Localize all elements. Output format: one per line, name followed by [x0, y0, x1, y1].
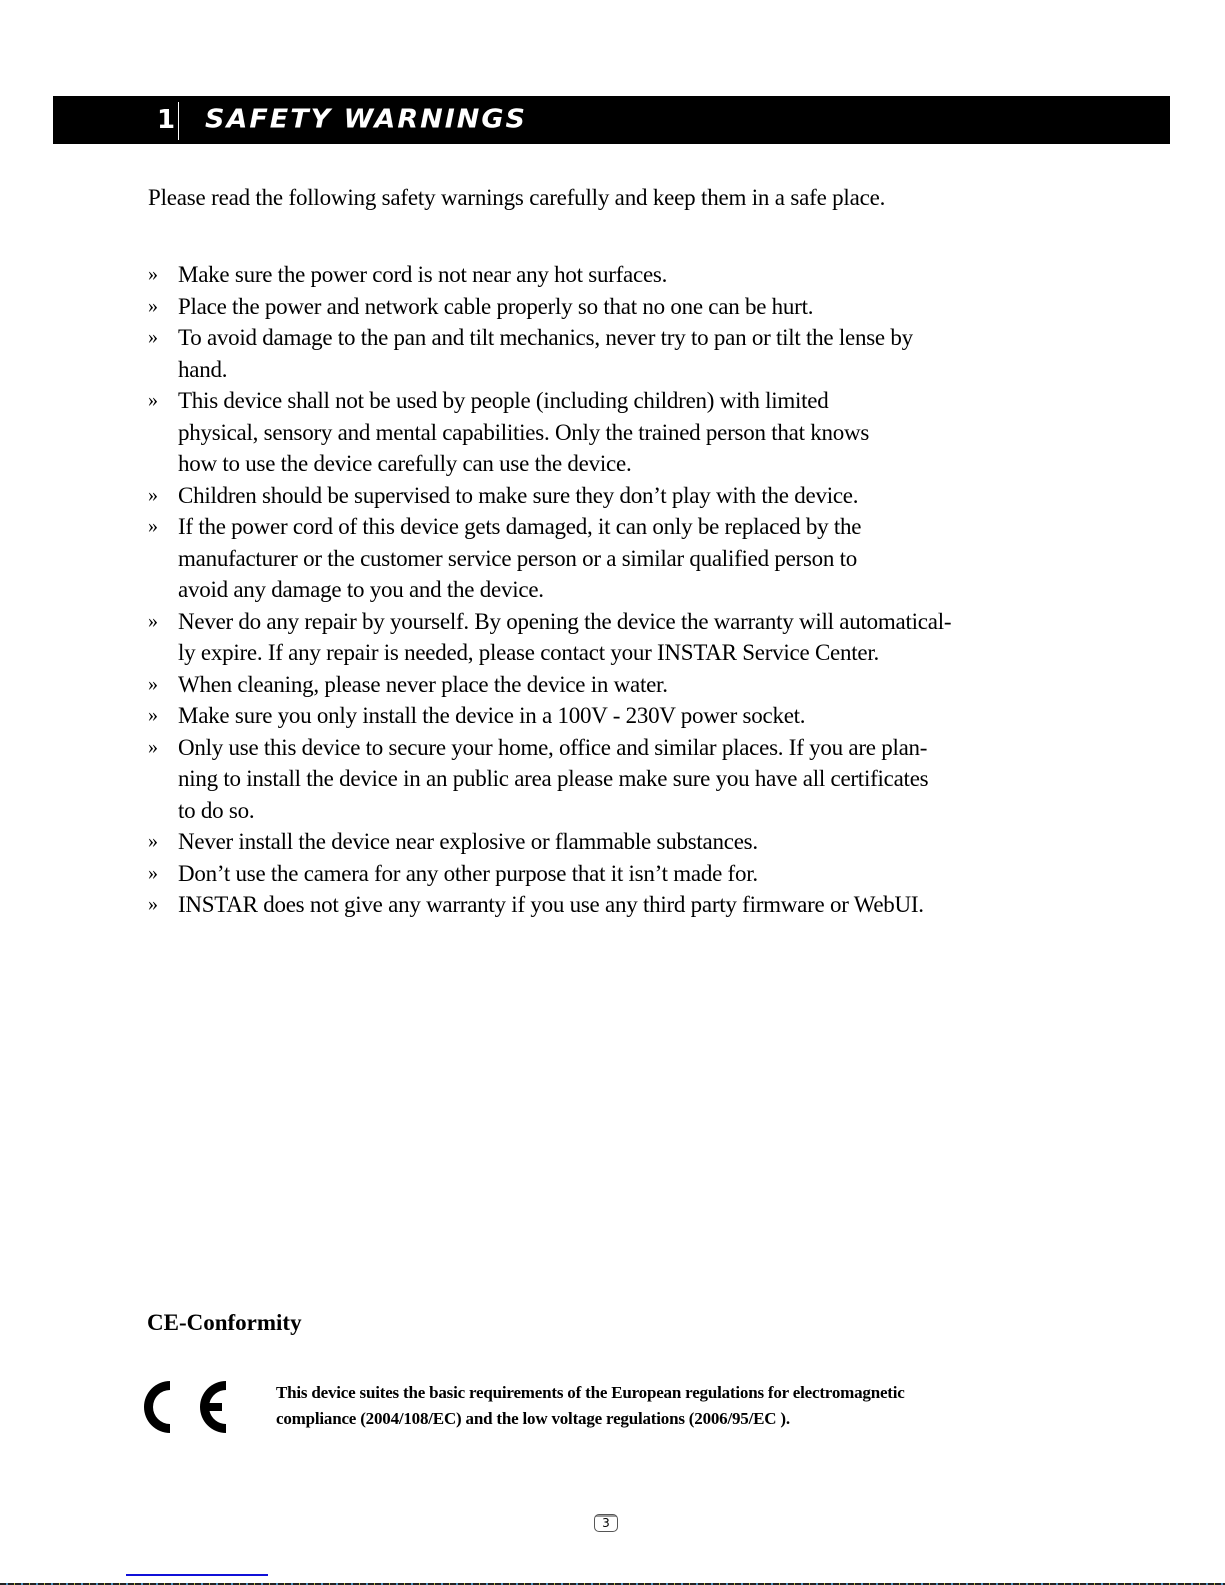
- bullet-icon: »: [148, 389, 158, 411]
- warning-item: [148, 259, 1078, 291]
- ce-mark-c: [144, 1381, 170, 1433]
- ce-statement: [276, 1380, 905, 1432]
- bullet-icon: »: [148, 735, 158, 758]
- ce-statement-line: compliance (2004/108/EC) and the low voltage regulations (2006/95/EC ).: [276, 1409, 790, 1428]
- warning-text: To avoid damage to the pan and tilt mechanics, never try to pan or tilt the lense by: [178, 325, 913, 350]
- warning-item: [148, 858, 1078, 890]
- page-number: 3: [594, 1514, 618, 1532]
- warning-text: Never do any repair by yourself. By opening the device the warranty will automatical-: [178, 608, 952, 634]
- ce-mark-e: [200, 1381, 226, 1433]
- bullet-icon: »: [148, 263, 158, 285]
- warning-text: When cleaning, please never place the device in water.: [178, 671, 668, 697]
- warning-item: [148, 826, 1078, 858]
- bullet-icon: »: [148, 672, 158, 695]
- warning-text: This device shall not be used by people (including children) with limited: [178, 388, 829, 413]
- header-divider: [178, 102, 179, 140]
- warning-item: [148, 322, 1078, 385]
- warning-text: Don’t use the camera for any other purpose that it isn’t made for.: [178, 860, 758, 886]
- section-title: SAFETY WARNINGS: [205, 104, 527, 135]
- warning-text: INSTAR does not give any warranty if you use any third party firmware or WebUI.: [178, 892, 924, 917]
- warning-item: [148, 669, 1078, 701]
- warning-text: Place the power and network cable properly so that no one can be hurt.: [178, 293, 814, 319]
- warning-text: hand.: [178, 356, 228, 382]
- warning-text: Never install the device near explosive or flammable substances.: [178, 829, 758, 854]
- ce-heading: CE-Conformity: [147, 1310, 302, 1335]
- warning-text: Make sure you only install the device in a 100V - 230V power socket.: [178, 703, 806, 728]
- bullet-icon: »: [148, 704, 158, 726]
- section-header: [53, 96, 1170, 144]
- warning-text: Make sure the power cord is not near any hot surfaces.: [178, 262, 668, 287]
- warning-item: [148, 732, 1078, 827]
- warning-text: manufacturer or the customer service person or a similar qualified person to: [178, 545, 858, 571]
- warning-list: [148, 259, 1078, 921]
- bullet-icon: »: [148, 861, 158, 884]
- bullet-icon: »: [148, 326, 158, 348]
- warning-item: [148, 291, 1078, 323]
- warning-text: Only use this device to secure your home, office and similar places. If you are plan-: [178, 734, 928, 760]
- warning-item: [148, 480, 1078, 512]
- bullet-icon: »: [148, 294, 158, 317]
- section-number: 1: [157, 105, 176, 135]
- warning-text: Children should be supervised to make sure they don’t play with the device.: [178, 482, 859, 508]
- ce-statement-line: This device suites the basic requirements of the European regulations for electromagnetic: [276, 1383, 905, 1402]
- warning-text: If the power cord of this device gets damaged, it can only be replaced by the: [178, 514, 862, 539]
- warning-text: physical, sensory and mental capabilities. Only the trained person that knows: [178, 419, 870, 445]
- warning-text: ning to install the device in an public area please make sure you have all certificates: [178, 766, 929, 791]
- intro-text: Please read the following safety warnings carefully and keep them in a safe place.: [148, 185, 886, 210]
- bullet-icon: »: [148, 483, 158, 506]
- warning-item: [148, 385, 1078, 480]
- warning-text: ly expire. If any repair is needed, please contact your INSTAR Service Center.: [178, 640, 879, 665]
- warning-item: [148, 889, 1078, 921]
- bullet-icon: »: [148, 515, 158, 537]
- warning-item: [148, 700, 1078, 732]
- bullet-icon: »: [148, 609, 158, 632]
- bullet-icon: »: [148, 830, 158, 852]
- link-underline: [126, 1574, 268, 1576]
- warning-text: to do so.: [178, 797, 255, 823]
- bullet-icon: »: [148, 893, 158, 915]
- warning-item: [148, 606, 1078, 669]
- ce-mark-icon: [140, 1377, 230, 1437]
- warning-text: how to use the device carefully can use the device.: [178, 451, 632, 476]
- warning-text: avoid any damage to you and the device.: [178, 577, 544, 602]
- warning-item: [148, 511, 1078, 606]
